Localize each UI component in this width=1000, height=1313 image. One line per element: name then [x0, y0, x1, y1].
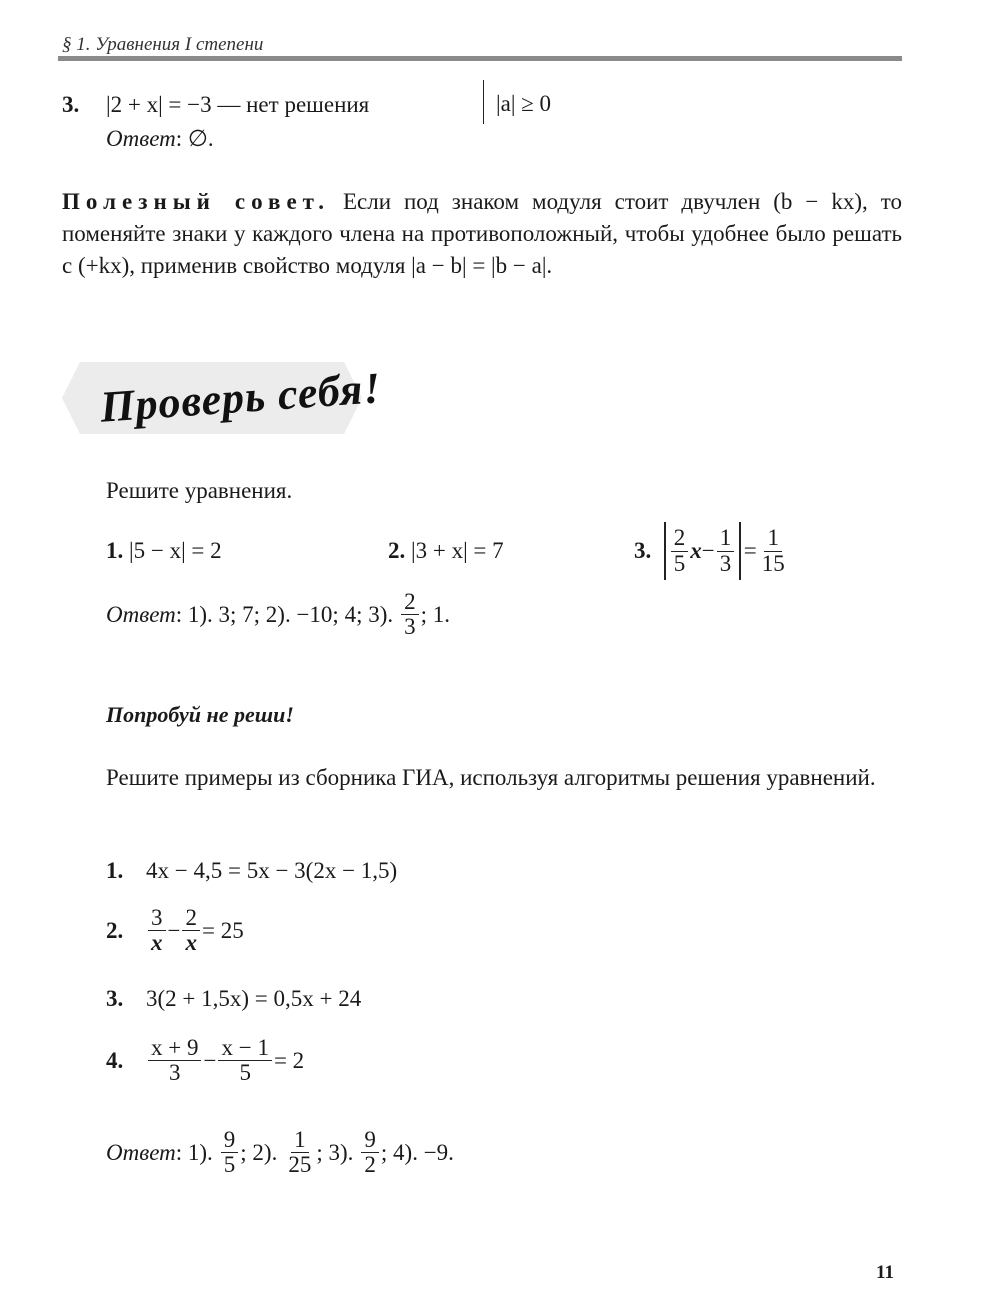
answer-part: ; 2).: [240, 1139, 278, 1165]
equation-text: |5 − x| = 2: [129, 538, 222, 563]
tip-heading: Полезный совет.: [62, 189, 330, 214]
answer-value: : ∅.: [175, 126, 214, 151]
variable: x: [690, 538, 702, 563]
fraction: $\frac{2}{5}$: [671, 526, 689, 575]
minus-sign: −: [167, 917, 181, 943]
task-rhs: = 25: [201, 917, 244, 943]
try-heading: Попробуй не реши!: [106, 702, 294, 727]
answer-part: : 1).: [175, 1139, 213, 1165]
gia-instruction: Решите примеры из сборника ГИА, используя алгоритмы решения уравнений.: [106, 765, 876, 790]
minus-sign: −: [203, 1047, 217, 1073]
answer-label: Ответ: [106, 1139, 176, 1165]
section-header: § 1. Уравнения I степени: [62, 34, 264, 55]
banner-title: Проверь себя!: [98, 363, 383, 432]
answer-text: : 1). 3; 7; 2). −10; 4; 3).: [175, 601, 394, 627]
equation-text: |3 + x| = 7: [411, 538, 504, 563]
equation-number: 3.: [634, 538, 652, 563]
equals-sign: =: [743, 538, 757, 563]
answer-label: Ответ: [106, 126, 176, 151]
task-rhs: = 2: [273, 1047, 305, 1073]
side-note: |a| ≥ 0: [483, 80, 551, 124]
useful-tip: [62, 186, 902, 282]
abs-bar-right: [739, 522, 741, 580]
task-4: [106, 1036, 304, 1085]
task-number: 4.: [106, 1047, 124, 1073]
try-answer: [106, 1128, 454, 1177]
task-number: 1.: [106, 858, 124, 883]
check-equation-3: [634, 522, 790, 580]
fraction: $\frac{2}{x}$: [182, 906, 200, 955]
fraction: $\frac{x - 1}{5}$: [218, 1036, 271, 1085]
fraction: $\frac{9}{2}$: [361, 1128, 379, 1177]
example-number: 3.: [62, 92, 80, 117]
example-3: [62, 92, 369, 118]
check-answer: [106, 590, 450, 639]
tip-body: Если под знаком модуля стоит двучлен (b − kx), то поменяйте знаки у каждого члена на противоположный, чтобы удобнее было решать с (+kx), применив свойство модуля |a − b| = |b − a|.: [62, 189, 902, 278]
equation-number: 1.: [106, 538, 124, 563]
check-equation-1: [106, 538, 222, 564]
minus-sign: −: [701, 538, 715, 563]
equation-number: 2.: [388, 538, 406, 563]
fraction: $\frac{2}{3}$: [401, 590, 419, 639]
fraction: $\frac{9}{5}$: [221, 1128, 239, 1177]
task-equation: 3(2 + 1,5x) = 0,5x + 24: [146, 986, 362, 1011]
task-number: 2.: [106, 917, 124, 943]
task-1: [106, 858, 397, 884]
task-3: [106, 986, 361, 1012]
abs-bar-left: [664, 522, 666, 580]
fraction: $\frac{1}{3}$: [717, 526, 735, 575]
fraction: $\frac{3}{x}$: [148, 906, 166, 955]
fraction: $\frac{1}{15}$: [761, 525, 785, 576]
fraction: $\frac{x + 9}{3}$: [148, 1036, 201, 1085]
task-2: [106, 906, 244, 955]
task-equation: 4x − 4,5 = 5x − 3(2x − 1,5): [146, 858, 398, 883]
header-rule: [58, 56, 902, 61]
page-number: 11: [876, 1262, 894, 1283]
example-equation: |2 + x| = −3 — нет решения: [106, 92, 370, 117]
fraction: $\frac{1}{25}$: [288, 1127, 312, 1178]
answer-part: ; 3).: [316, 1139, 354, 1165]
example-answer: [106, 126, 214, 152]
check-equation-2: [388, 538, 504, 564]
task-number: 3.: [106, 986, 124, 1011]
solve-instruction: Решите уравнения.: [106, 478, 293, 503]
answer-part: ; 4). −9.: [380, 1139, 454, 1165]
answer-text-end: ; 1.: [420, 601, 451, 627]
answer-label: Ответ: [106, 601, 176, 627]
